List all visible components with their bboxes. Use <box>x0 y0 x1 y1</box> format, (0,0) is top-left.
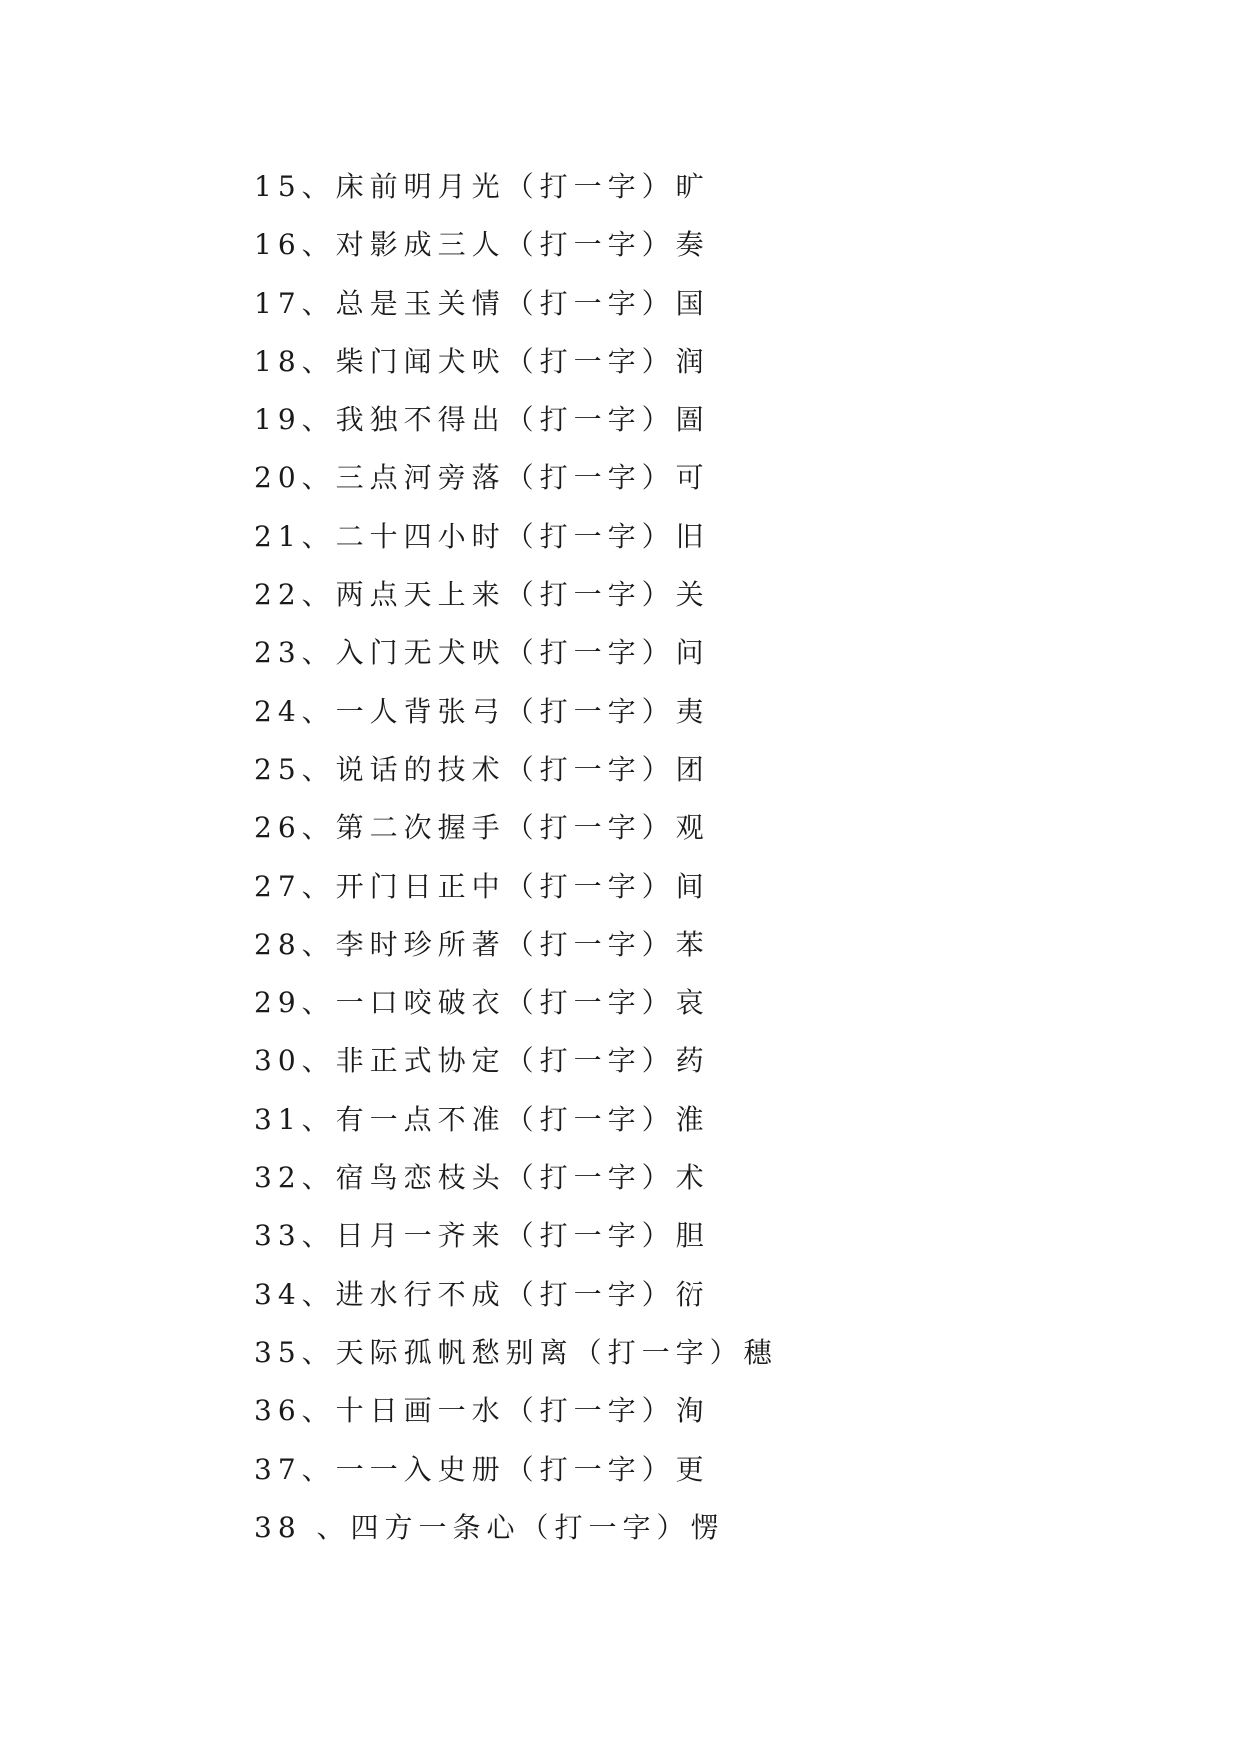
riddle-text: 16、对影成三人（打一字）奏 <box>254 228 710 262</box>
riddle-text: 18、柴门闻犬吠（打一字）润 <box>254 344 710 378</box>
riddle-item <box>254 1382 778 1440</box>
riddle-text: 30、非正式协定（打一字）药 <box>254 1044 710 1078</box>
riddle-text: 25、说话的技术（打一字）团 <box>254 752 710 786</box>
riddle-item <box>254 391 778 449</box>
riddle-item <box>254 1091 778 1149</box>
riddle-item <box>254 916 778 974</box>
riddle-text: 31、有一点不准（打一字）淮 <box>254 1102 710 1136</box>
riddle-text: 24、一人背张弓（打一字）夷 <box>254 694 710 728</box>
riddle-text: 33、日月一齐来（打一字）胆 <box>254 1219 710 1253</box>
riddle-item <box>254 1441 778 1499</box>
riddle-item <box>254 683 778 741</box>
riddle-text: 38 、四方一条心（打一字）愣 <box>254 1510 725 1544</box>
riddle-text: 23、入门无犬吠（打一字）问 <box>254 636 710 670</box>
riddle-text: 34、进水行不成（打一字）衍 <box>254 1277 710 1311</box>
riddle-list <box>254 158 778 1557</box>
riddle-item <box>254 974 778 1032</box>
riddle-item <box>254 1324 778 1382</box>
riddle-item <box>254 566 778 624</box>
riddle-text: 22、两点天上来（打一字）关 <box>254 578 710 612</box>
riddle-text: 27、开门日正中（打一字）间 <box>254 869 710 903</box>
riddle-item <box>254 1032 778 1090</box>
riddle-item <box>254 741 778 799</box>
riddle-item <box>254 216 778 274</box>
riddle-text: 35、天际孤帆愁别离（打一字）穗 <box>254 1335 778 1369</box>
riddle-text: 26、第二次握手（打一字）观 <box>254 811 710 845</box>
riddle-item <box>254 799 778 857</box>
riddle-item <box>254 275 778 333</box>
riddle-text: 32、宿鸟恋枝头（打一字）术 <box>254 1161 710 1195</box>
riddle-item <box>254 449 778 507</box>
riddle-item <box>254 1149 778 1207</box>
riddle-text: 36、十日画一水（打一字）洵 <box>254 1394 710 1428</box>
riddle-item <box>254 624 778 682</box>
riddle-text: 29、一口咬破衣（打一字）哀 <box>254 986 710 1020</box>
riddle-text: 15、床前明月光（打一字）旷 <box>254 170 710 203</box>
riddle-text: 17、总是玉关情（打一字）国 <box>254 286 710 320</box>
riddle-text: 21、二十四小时（打一字）旧 <box>254 519 710 553</box>
riddle-item <box>254 1266 778 1324</box>
riddle-item <box>254 158 778 216</box>
riddle-text: 37、一一入史册（打一字）更 <box>254 1452 710 1486</box>
riddle-item <box>254 333 778 391</box>
riddle-text: 19、我独不得出（打一字）圄 <box>254 403 710 437</box>
riddle-item <box>254 1207 778 1265</box>
riddle-item <box>254 508 778 566</box>
riddle-text: 28、李时珍所著（打一字）苯 <box>254 927 710 961</box>
riddle-text: 20、三点河旁落（打一字）可 <box>254 461 710 495</box>
riddle-item <box>254 1499 778 1557</box>
riddle-item <box>254 858 778 916</box>
